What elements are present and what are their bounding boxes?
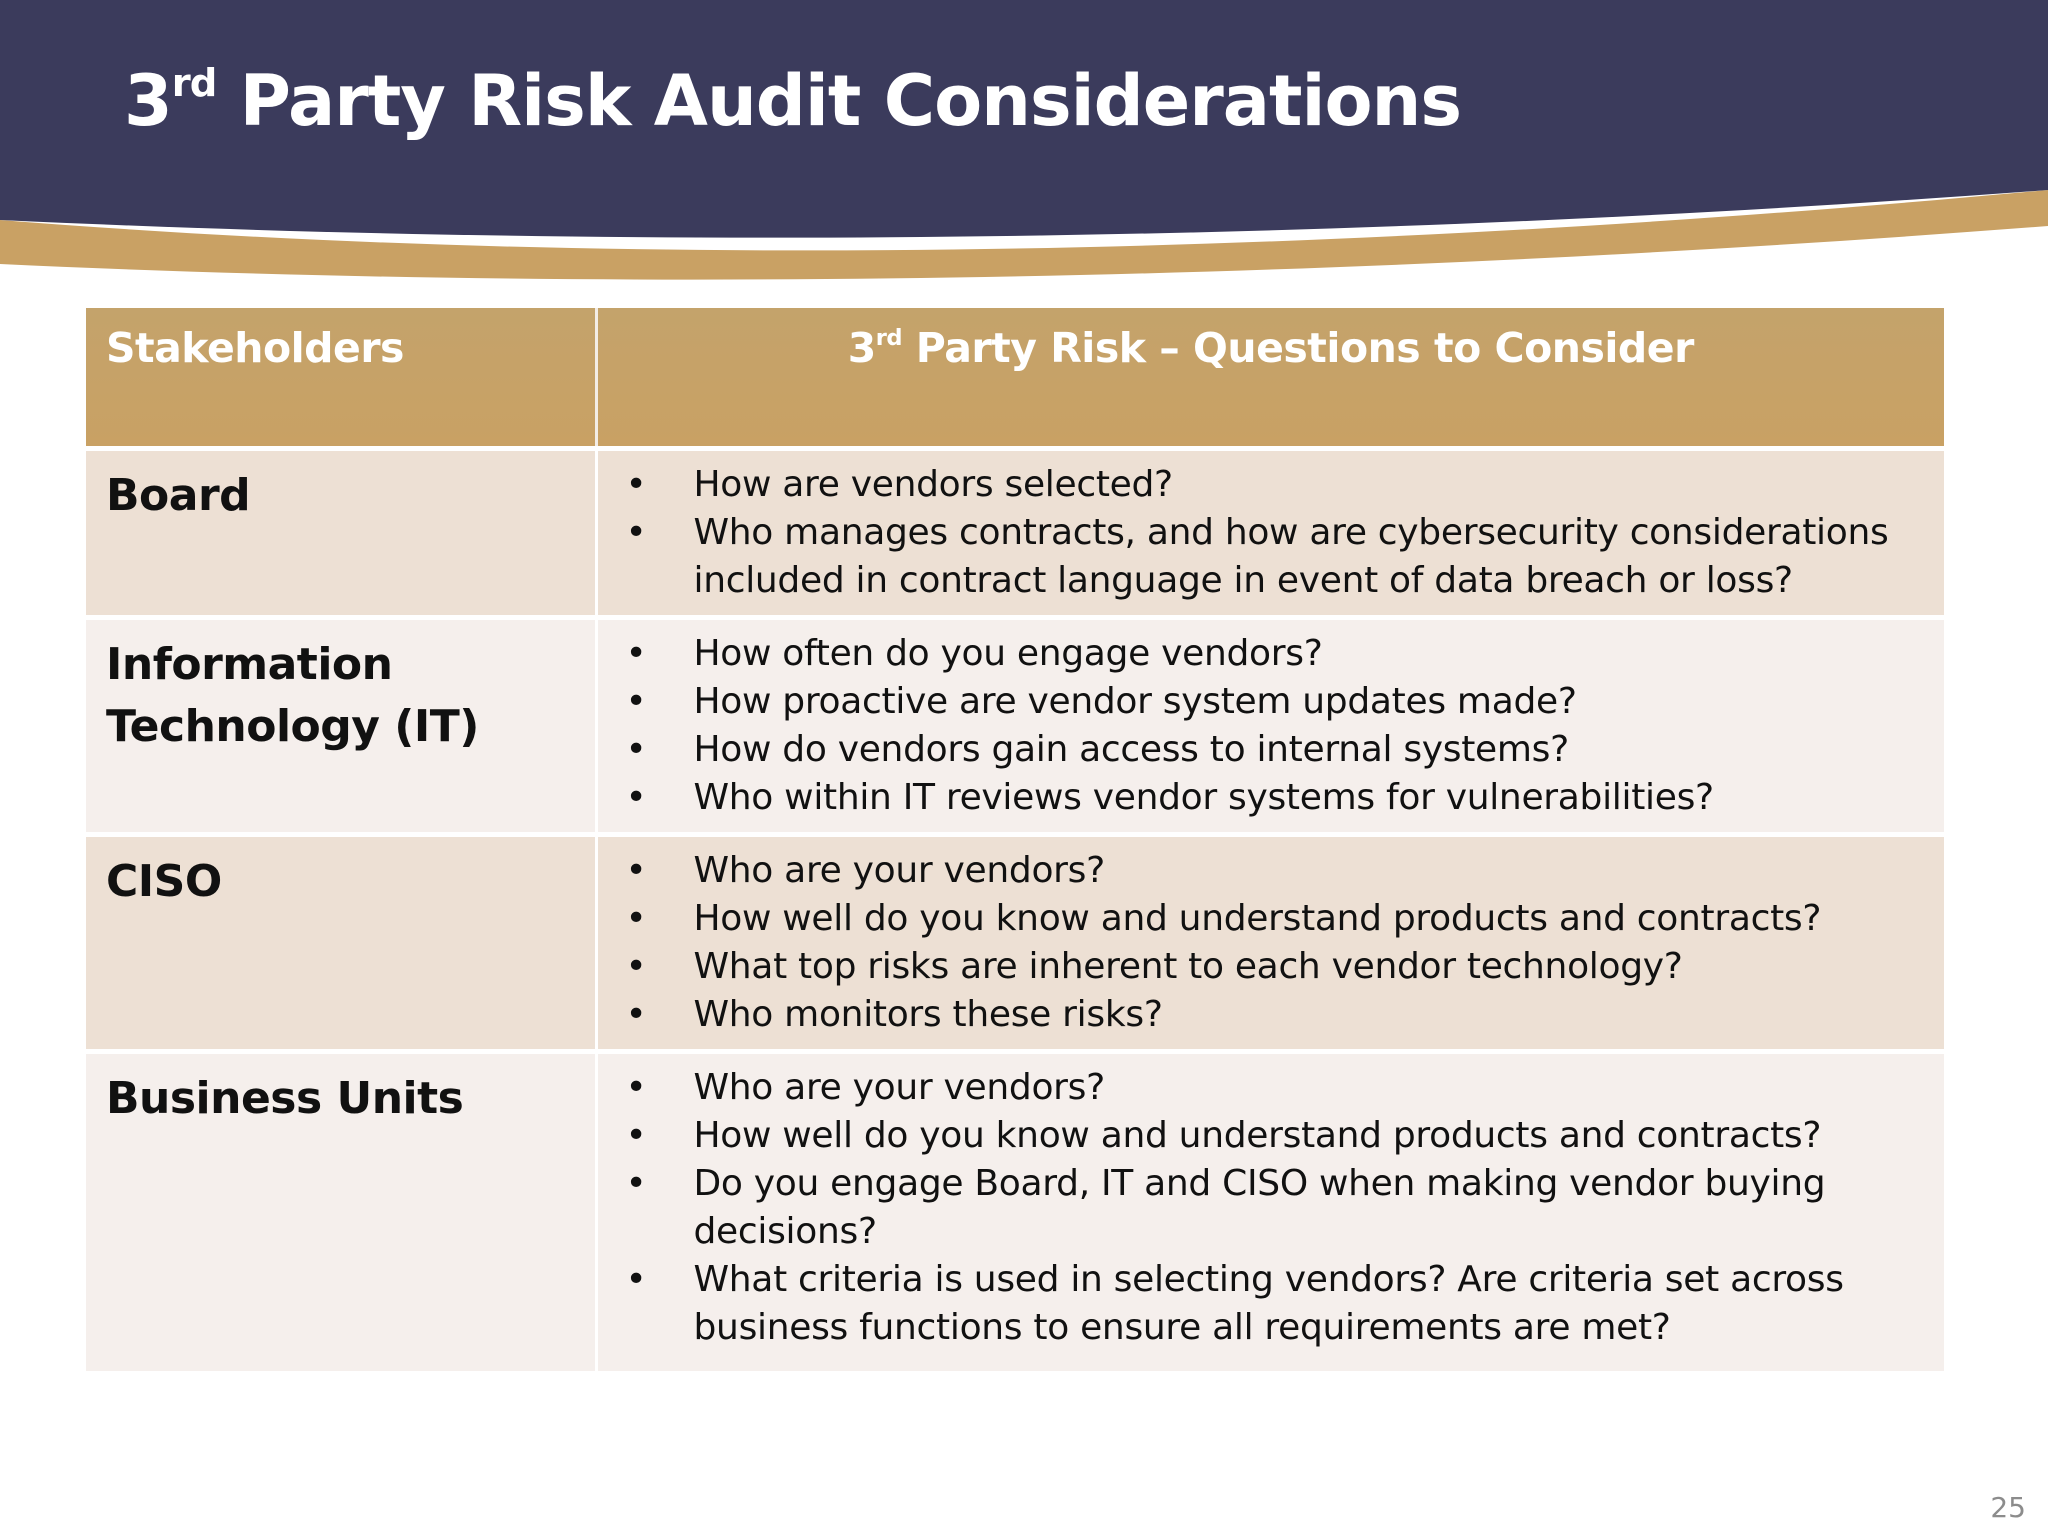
page-number: 25 [1990,1491,2026,1524]
header-stakeholders: Stakeholders [86,308,596,448]
considerations-table-container [86,308,1944,1371]
bullet-marker: • [625,1066,647,1108]
bullet-marker: • [625,993,647,1035]
question-list [598,847,1925,1039]
question-item: • How well do you know and understand products and contracts? [598,895,1925,943]
question-item: • Who manages contracts, and how are cybersecurity considerations included in contract language in event of data breach or loss? [598,509,1925,605]
bullet-marker: • [625,776,647,818]
table-header-row [86,308,1944,448]
question-item: • Do you engage Board, IT and CISO when making vendor buying decisions? [598,1160,1925,1256]
bullet-marker: • [625,1258,647,1300]
bullet-marker: • [625,849,647,891]
bullet-marker: • [625,1162,647,1204]
question-item: • Who monitors these risks? [598,991,1925,1039]
questions-cell [596,834,1944,1051]
considerations-table [86,308,1944,1371]
stakeholder-cell: CISO [86,834,596,1051]
questions-cell [596,448,1944,617]
table-row-information-technology [86,617,1944,834]
table-row-board [86,448,1944,617]
bullet-marker: • [625,680,647,722]
question-list [598,1064,1925,1352]
bullet-marker: • [625,511,647,553]
bullet-marker: • [625,1114,647,1156]
header-questions: 3rd Party Risk – Questions to Consider [596,308,1944,448]
stakeholder-cell: Business Units [86,1051,596,1371]
table-row-ciso [86,834,1944,1051]
question-item: • How proactive are vendor system updates made? [598,678,1925,726]
question-item: • What top risks are inherent to each vendor technology? [598,943,1925,991]
bullet-marker: • [625,945,647,987]
table-row-business-units [86,1051,1944,1371]
bullet-marker: • [625,463,647,505]
stakeholder-cell: Board [86,448,596,617]
question-item: • How are vendors selected? [598,461,1925,509]
question-item: • How often do you engage vendors? [598,630,1925,678]
question-item: • What criteria is used in selecting vendors? Are criteria set across business functions to ensure all requirements are met? [598,1256,1925,1352]
slide-title: 3rd Party Risk Audit Considerations [124,60,1462,142]
bullet-marker: • [625,728,647,770]
bullet-marker: • [625,897,647,939]
bullet-marker: • [625,632,647,674]
question-item: • Who are your vendors? [598,1064,1925,1112]
questions-cell [596,1051,1944,1371]
question-list [598,461,1925,605]
question-list [598,630,1925,822]
stakeholder-cell: Information Technology (IT) [86,617,596,834]
question-item: • Who are your vendors? [598,847,1925,895]
questions-cell [596,617,1944,834]
question-item: • How do vendors gain access to internal systems? [598,726,1925,774]
question-item: • Who within IT reviews vendor systems for vulnerabilities? [598,774,1925,822]
question-item: • How well do you know and understand products and contracts? [598,1112,1925,1160]
